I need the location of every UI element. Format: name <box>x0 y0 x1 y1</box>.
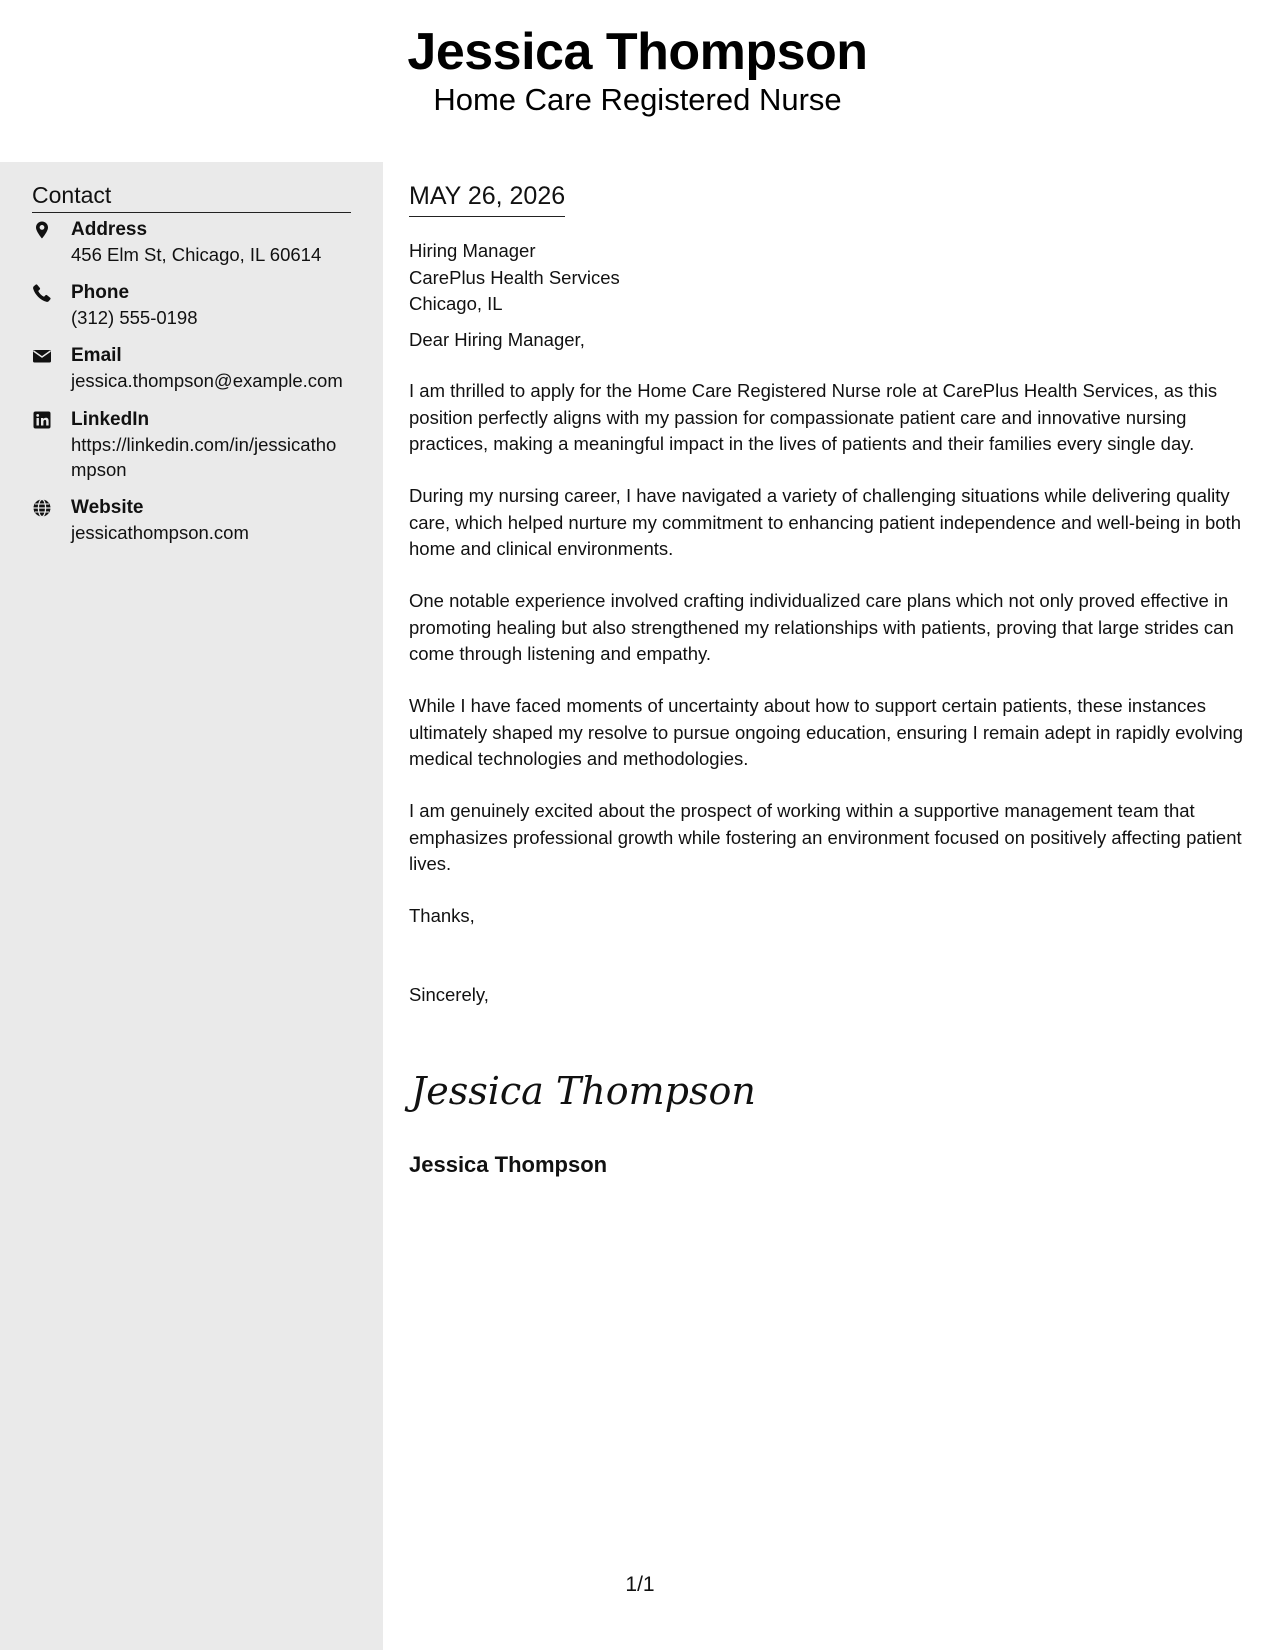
svg-text:Jessica Thompson: Jessica Thompson <box>411 1069 756 1113</box>
recipient-name: Hiring Manager <box>409 240 536 261</box>
letter-date: MAY 26, 2026 <box>409 178 565 217</box>
paragraph: I am genuinely excited about the prospect of working within a supportive management team that emphasizes professional growth while fostering an environment focused on positively affecting patient lives. <box>409 800 1242 874</box>
handwritten-signature <box>409 1062 756 1122</box>
thanks-line: Thanks, <box>409 905 475 926</box>
contact-value[interactable]: https://linkedin.com/in/jessicathompson <box>71 434 337 480</box>
header <box>0 0 1275 162</box>
contact-label: Phone <box>71 282 130 303</box>
job-title: Home Care Registered Nurse <box>433 82 842 117</box>
contact-label: Address <box>71 219 148 240</box>
recipient-location: Chicago, IL <box>409 293 503 314</box>
contact-label: Website <box>71 497 144 518</box>
contact-sidebar <box>0 162 383 1650</box>
signed-name: Jessica Thompson <box>409 1152 608 1177</box>
paragraph: During my nursing career, I have navigated a variety of challenging situations while delivering quality care, which helped nurture my commitment to enhancing patient independence and well-being in both home and clinical environments. <box>409 485 1241 559</box>
page-number: 1/1 <box>625 1573 655 1596</box>
greeting: Dear Hiring Manager, <box>409 329 585 350</box>
recipient-company: CarePlus Health Services <box>409 266 620 288</box>
paragraph: One notable experience involved crafting individualized care plans which not only proved effective in promoting healing but also strengthened my relationships with patients, proving that large strides can come through listening and empathy. <box>409 590 1234 664</box>
contact-label: Email <box>71 345 122 366</box>
closing-line: Sincerely, <box>409 984 489 1005</box>
paragraph: I am thrilled to apply for the Home Care Registered Nurse role at CarePlus Health Services, as this position perfectly aligns with my passion for compassionate patient care and innovative nursing practices, making a meaningful impact in the lives of patients and their families every single day. <box>409 380 1218 454</box>
envelope-icon <box>32 346 54 368</box>
contact-label: LinkedIn <box>71 409 150 430</box>
contact-value: jessica.thompson@example.com <box>71 370 343 391</box>
linkedin-icon <box>32 410 54 432</box>
contact-heading: Contact <box>32 178 351 213</box>
applicant-name: Jessica Thompson <box>407 23 868 81</box>
location-pin-icon <box>32 220 54 242</box>
recipient-block <box>409 238 620 318</box>
contact-value[interactable]: jessicathompson.com <box>71 522 249 543</box>
contact-value: (312) 555-0198 <box>71 307 198 328</box>
paragraph: While I have faced moments of uncertainty about how to support certain patients, these instances ultimately shaped my resolve to pursue ongoing education, ensuring I remain adept in rapidly evolving medical technologies and methodologies. <box>409 695 1244 769</box>
contact-value: 456 Elm St, Chicago, IL 60614 <box>71 244 322 265</box>
globe-icon <box>32 498 54 520</box>
phone-icon <box>32 283 54 305</box>
